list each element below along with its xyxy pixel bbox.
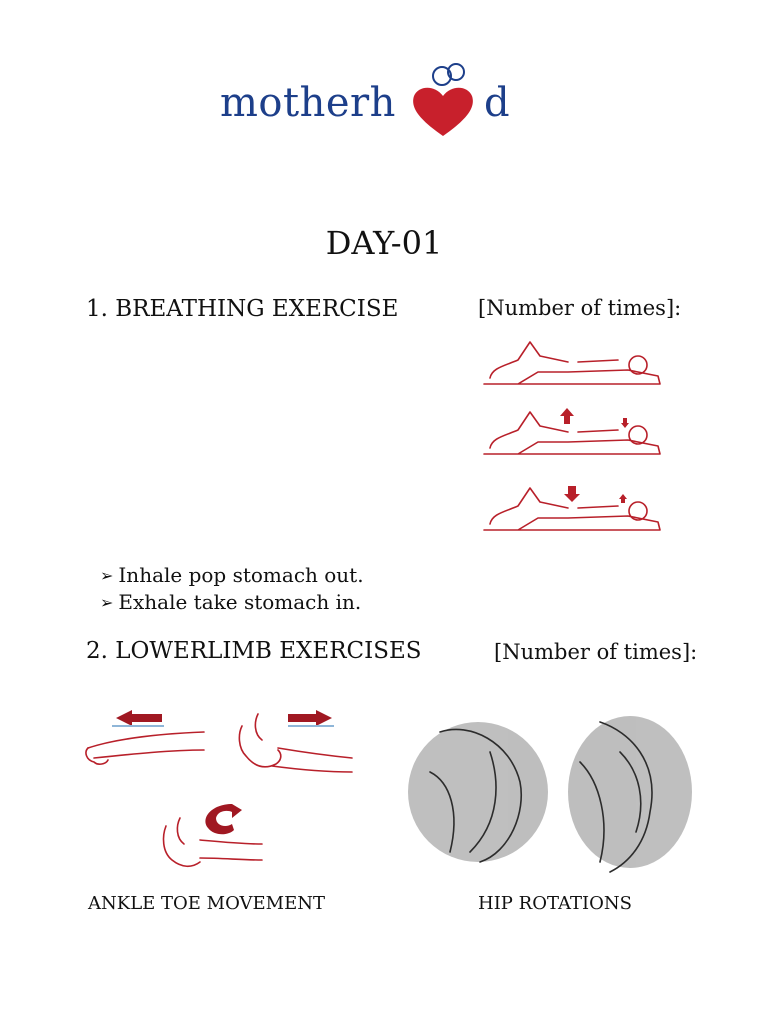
- down-arrow-icon: [564, 486, 580, 502]
- up-arrow-icon: [560, 408, 574, 424]
- list-item: [100, 562, 364, 589]
- ankle-caption: ANKLE TOE MOVEMENT: [88, 893, 325, 914]
- lowerlimb-times-label: [Number of times]:: [494, 640, 698, 664]
- lying-figure-1: [484, 342, 660, 384]
- breathing-illustration: [478, 332, 668, 542]
- down-arrow-icon: [621, 418, 629, 428]
- lying-figure-2: [484, 412, 660, 454]
- heart-logo-icon: [406, 62, 480, 142]
- page-title: DAY-01: [325, 224, 443, 262]
- breathing-section-title: 1. BREATHING EXERCISE: [86, 296, 399, 322]
- ankle-toe-illustration: [82, 700, 362, 880]
- left-arrow-icon: [116, 710, 162, 726]
- logo-text-right: d: [484, 80, 511, 126]
- right-arrow-icon: [288, 710, 332, 726]
- bullet-text: Inhale pop stomach out.: [118, 563, 364, 587]
- hip-rotations-illustration: [400, 702, 704, 882]
- list-item: [100, 589, 364, 616]
- breathing-bullets: [100, 562, 364, 616]
- arrow-bullet-icon: ➢: [100, 593, 114, 612]
- motherhood-logo: [220, 62, 550, 142]
- hip-caption: HIP ROTATIONS: [478, 893, 632, 914]
- logo-text-left: motherh: [220, 80, 396, 126]
- up-arrow-icon: [619, 494, 627, 503]
- breathing-times-label: [Number of times]:: [478, 296, 682, 320]
- lowerlimb-section-title: 2. LOWERLIMB EXERCISES: [86, 638, 422, 664]
- bullet-text: Exhale take stomach in.: [118, 590, 362, 614]
- arrow-bullet-icon: ➢: [100, 566, 114, 585]
- rotate-arrow-icon: [205, 804, 242, 834]
